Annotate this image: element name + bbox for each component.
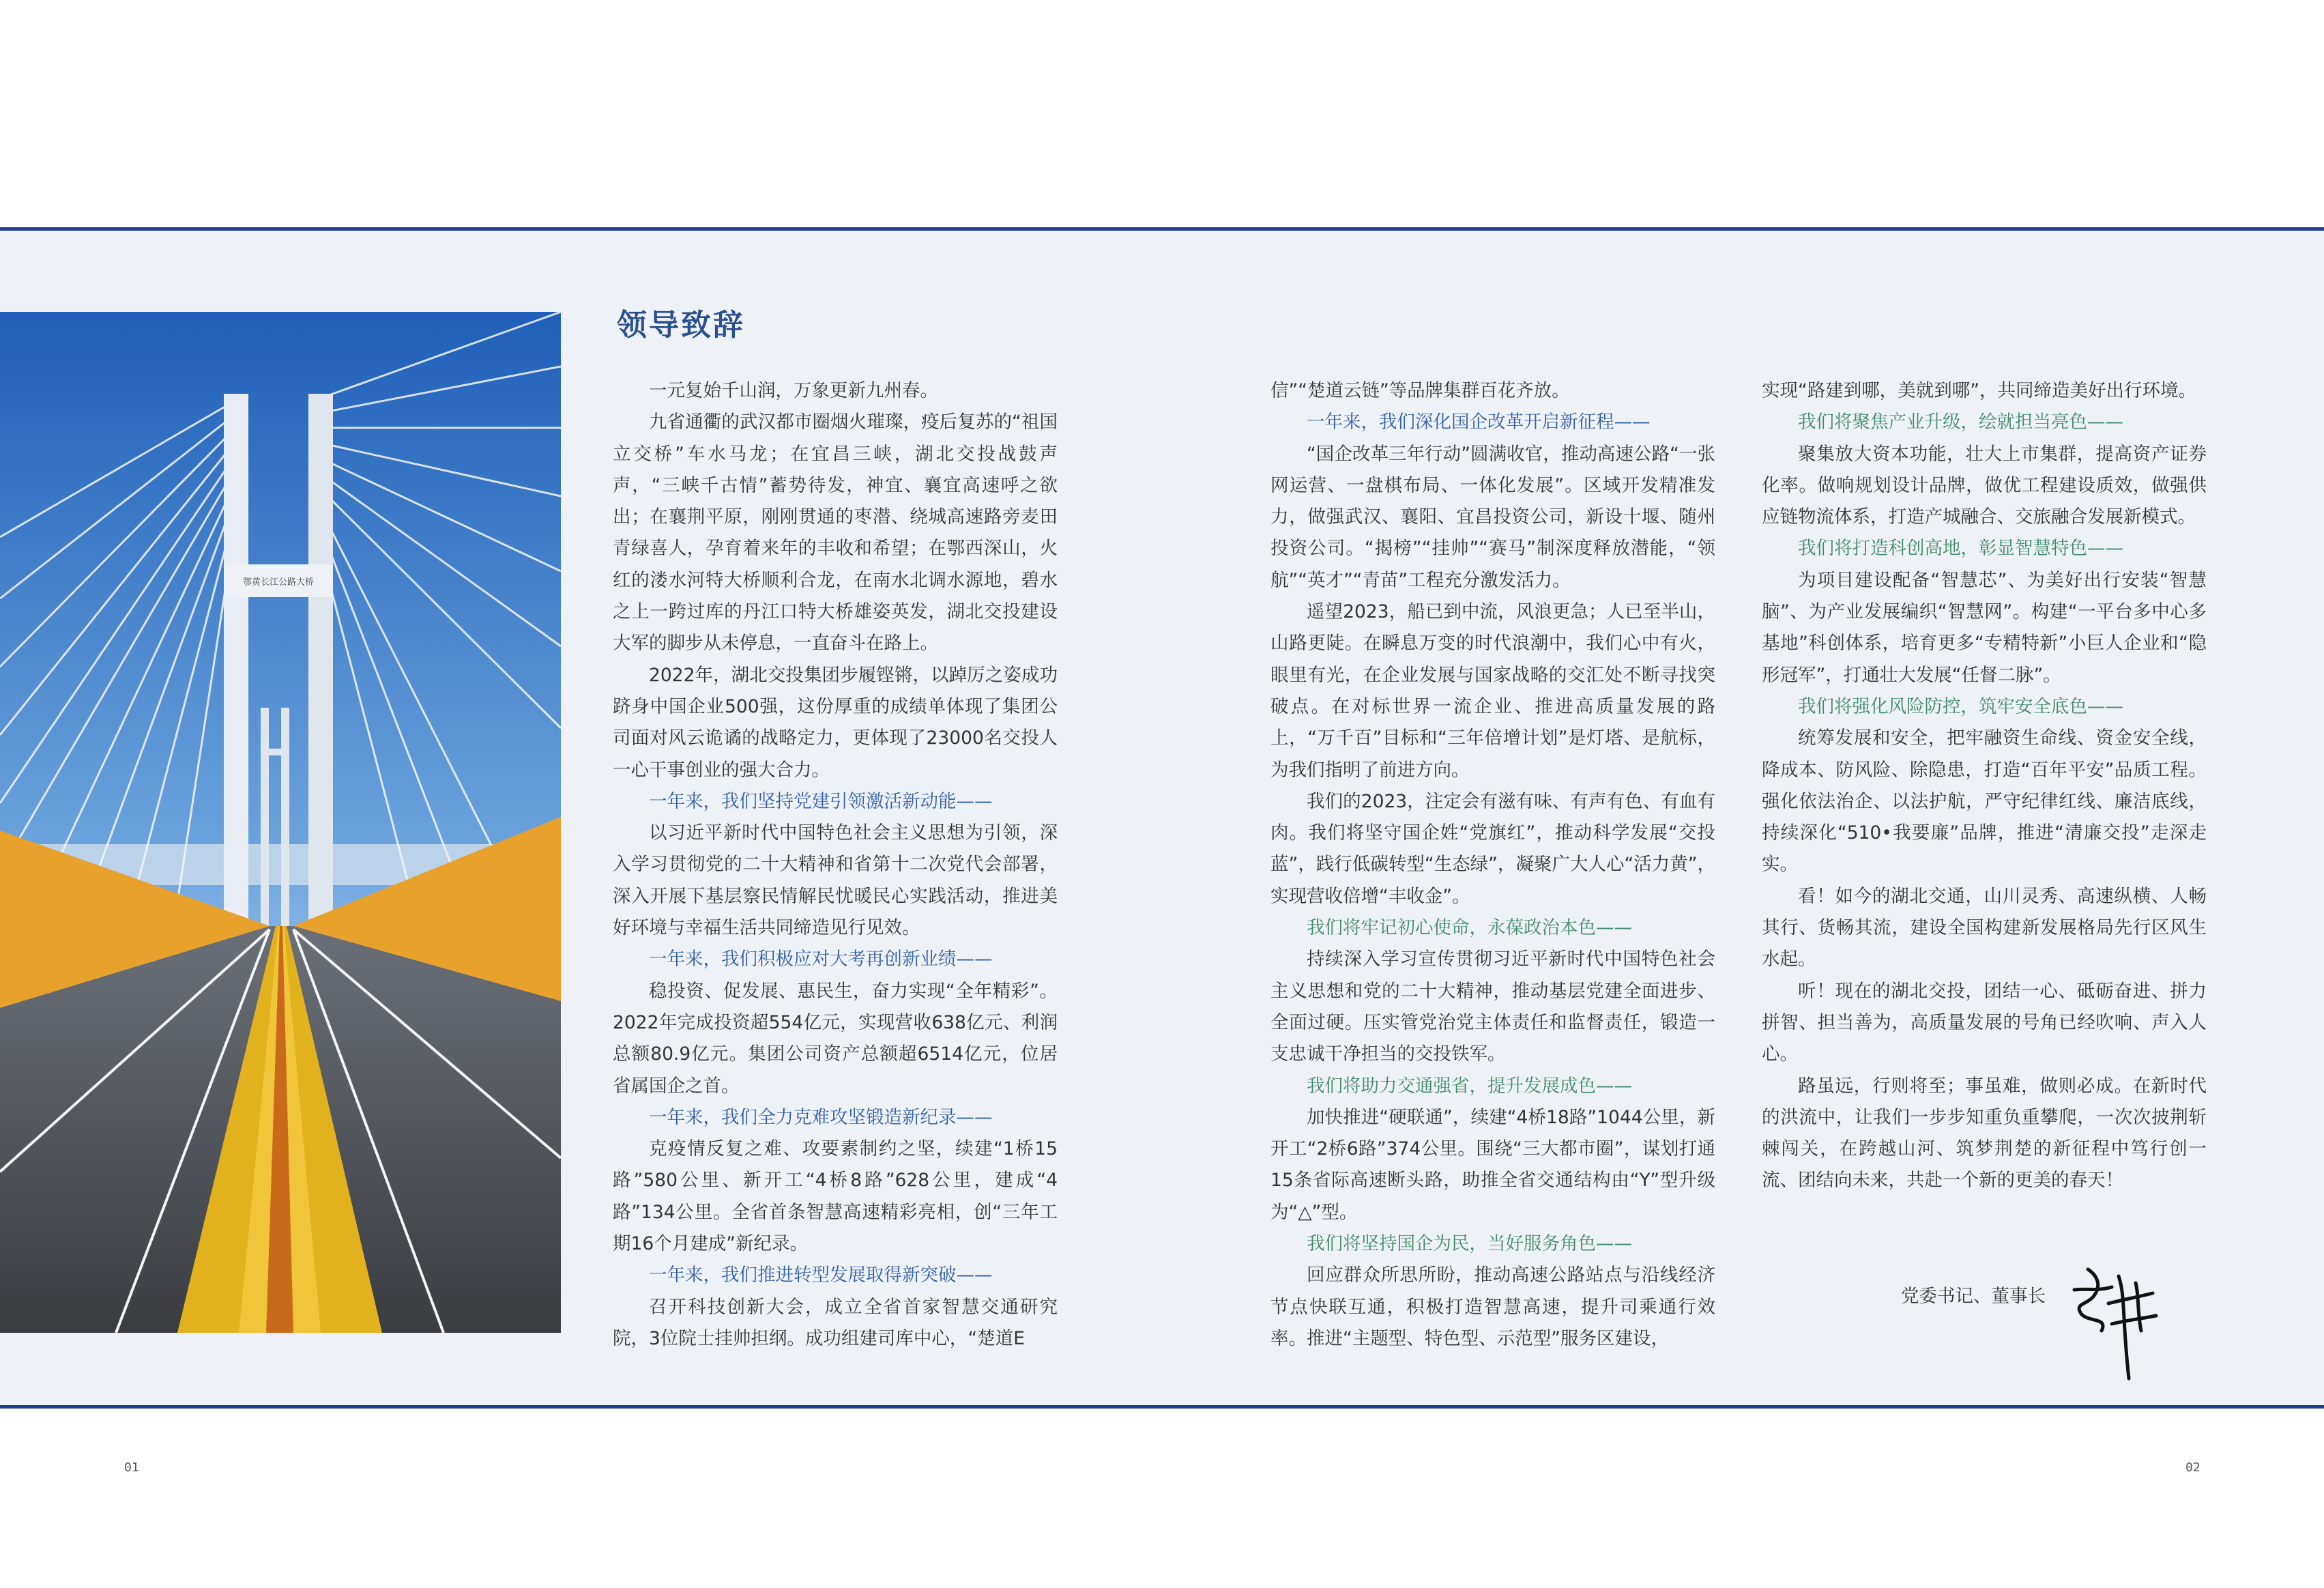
paragraph: 一元复始千山润，万象更新九州春。 (649, 380, 938, 401)
paragraph: 召开科技创新大会，成立全省首家智慧交通研究院，3位院士挂帅担纲。成功组建司库中心，“楚道E (613, 1296, 1058, 1349)
paragraph: 路虽远，行则将至；事虽难，做则必成。在新时代的洪流中，让我们一步步知重负重攀爬，一次次披荆斩棘闯关，在跨越山河、筑梦荆楚的新征程中笃行创一流、团结向未来，共赴一个新的更美的春天！ (1762, 1075, 2207, 1192)
paragraph: 加快推进“硬联通”，续建“4桥18路”1044公里，新开工“2桥6路”374公里。围绕“三大都市圈”，谋划打通15条省际高速断头路，助推全省交通结构由“Y”型升级为“△”型。 (1270, 1106, 1715, 1223)
paragraph: 信”“楚道云链”等品牌集群百花齐放。 (1270, 380, 1570, 401)
page-title: 领导致辞 (617, 308, 745, 343)
paragraph: 克疫情反复之难、攻要素制约之坚，续建“1桥15路”580公里、新开工“4桥8路”628公里，建成“4路”134公里。全省首条智慧高速精彩亮相，创“三年工期16个月建成”新纪录。 (613, 1138, 1058, 1255)
paragraph: “国企改革三年行动”圆满收官，推动高速公路“一张网运营、一盘棋布局、一体化发展”。区域开发精准发力，做强武汉、襄阳、宜昌投资公司，新设十堰、随州投资公司。“揭榜”“挂帅”“赛马”制深度释放潜能，“领航”“英才”“青苗”工程充分激发活力。 (1270, 443, 1715, 591)
paragraph: 2022年，湖北交投集团步履铿锵，以踔厉之姿成功跻身中国企业500强，这份厚重的成绩单体现了集团公司面对风云诡谲的战略定力，更体现了23000名交投人一心干事创业的强大合力。 (613, 664, 1058, 781)
paragraph: 回应群众所思所盼，推动高速公路站点与沿线经济节点快联互通，积极打造智慧高速，提升司乘通行效率。推进“主题型、特色型、示范型”服务区建设， (1270, 1265, 1715, 1349)
paragraph: 九省通衢的武汉都市圈烟火璀璨，疫后复苏的“祖国立交桥”车水马龙；在宜昌三峡，湖北交投战鼓声声，“三峡千古情”蓄势待发，神宜、襄宜高速呼之欲出；在襄荆平原，刚刚贯通的枣潜、绕城高速路旁麦田青绿喜人，孕育着来年的丰收和希望；在鄂西深山，火红的溇水河特大桥顺利合龙，在南水北调水源地，碧水之上一跨过库的丹江口特大桥雄姿英发，湖北交投建设大军的脚步从未停息，一直奋斗在路上。 (613, 412, 1058, 654)
paragraph: 统筹发展和安全，把牢融资生命线、资金安全线，降成本、防风险、除隐患，打造“百年平安”品质工程。强化依法治企、以法护航，严守纪律红线、廉洁底线，持续深化“510•我要廉”品牌，推进“清廉交投”走深走实。 (1762, 727, 2207, 876)
tower-sign: 鄂黄长江公路大桥 (242, 577, 315, 588)
section-heading: 一年来，我们推进转型发展取得新突破—— (649, 1265, 993, 1286)
paragraph: 以习近平新时代中国特色社会主义思想为引领，深入学习贯彻党的二十大精神和省第十二次党代会部署，深入开展下基层察民情解民忧暖民心实践活动，推进美好环境与幸福生活共同缔造见行见效。 (613, 822, 1058, 939)
paragraph: 听！现在的湖北交投，团结一心、砥砺奋进、拼力拼智、担当善为，高质量发展的号角已经吹响、声入人心。 (1762, 980, 2207, 1065)
paragraph: 聚集放大资本功能，壮大上市集群，提高资产证券化率。做响规划设计品牌，做优工程建设质效，做强供应链物流体系，打造产城融合、交旅融合发展新模式。 (1762, 443, 2207, 528)
paragraph: 实现“路建到哪，美就到哪”，共同缔造美好出行环境。 (1762, 380, 2196, 401)
signature-label: 党委书记、董事长 (1901, 1286, 2046, 1307)
paragraph: 遥望2023，船已到中流，风浪更急；人已至半山，山路更陡。在瞬息万变的时代浪潮中，我们心中有火，眼里有光，在企业发展与国家战略的交汇处不断寻找突破点。在对标世界一流企业、推进高质量发展的路上，“万千百”目标和“三年倍增计划”是灯塔、是航标，为我们指明了前进方向。 (1270, 601, 1715, 781)
section-heading: 我们将牢记初心使命，永葆政治本色—— (1307, 917, 1632, 939)
section-heading: 我们将坚持国企为民，当好服务角色—— (1307, 1233, 1632, 1255)
page-number-left: 01 (124, 1460, 139, 1475)
signature (2061, 1256, 2163, 1388)
section-heading: 一年来，我们深化国企改革开启新征程—— (1307, 412, 1651, 433)
section-heading: 一年来，我们积极应对大考再创新业绩—— (649, 949, 993, 970)
page-number-right: 02 (2185, 1460, 2200, 1475)
paragraph: 看！如今的湖北交通，山川灵秀、高速纵横、人畅其行、货畅其流，建设全国构建新发展格局先行区风生水起。 (1762, 885, 2207, 970)
bottom-rule (0, 1405, 2324, 1409)
text-column-2 (1270, 375, 1715, 1355)
section-heading: 我们将聚焦产业升级，绘就担当亮色—— (1798, 412, 2123, 433)
section-heading: 我们将打造科创高地，彰显智慧特色—— (1798, 538, 2123, 560)
paragraph: 我们的2023，注定会有滋有味、有声有色、有血有肉。我们将坚守国企姓“党旗红”，推动科学发展“交投蓝”，践行低碳转型“生态绿”，凝聚广大人心“活力黄”，实现营收倍增“丰收金”。 (1270, 790, 1715, 907)
section-heading: 我们将强化风险防控，筑牢安全底色—— (1798, 695, 2123, 717)
text-column-3 (1762, 375, 2207, 1197)
bridge-photo (0, 312, 561, 1333)
section-heading: 一年来，我们全力克难攻坚锻造新纪录—— (649, 1106, 993, 1128)
paragraph: 稳投资、促发展、惠民生，奋力实现“全年精彩”。2022年完成投资超554亿元，实现营收638亿元、利润总额80.9亿元。集团公司资产总额超6514亿元，位居省属国企之首。 (613, 980, 1058, 1097)
section-heading: 一年来，我们坚持党建引领激活新动能—— (649, 790, 993, 812)
paragraph: 为项目建设配备“智慧芯”、为美好出行安装“智慧脑”、为产业发展编织“智慧网”。构建“一平台多中心多基地”科创体系，培育更多“专精特新”小巨人企业和“隐形冠军”，打通壮大发展“任督二脉”。 (1762, 569, 2207, 686)
text-column-1 (613, 375, 1058, 1355)
paragraph: 持续深入学习宣传贯彻习近平新时代中国特色社会主义思想和党的二十大精神，推动基层党建全面进步、全面过硬。压实管党治党主体责任和监督责任，锻造一支忠诚干净担当的交投铁军。 (1270, 949, 1715, 1065)
section-heading: 我们将助力交通强省，提升发展成色—— (1307, 1075, 1632, 1097)
